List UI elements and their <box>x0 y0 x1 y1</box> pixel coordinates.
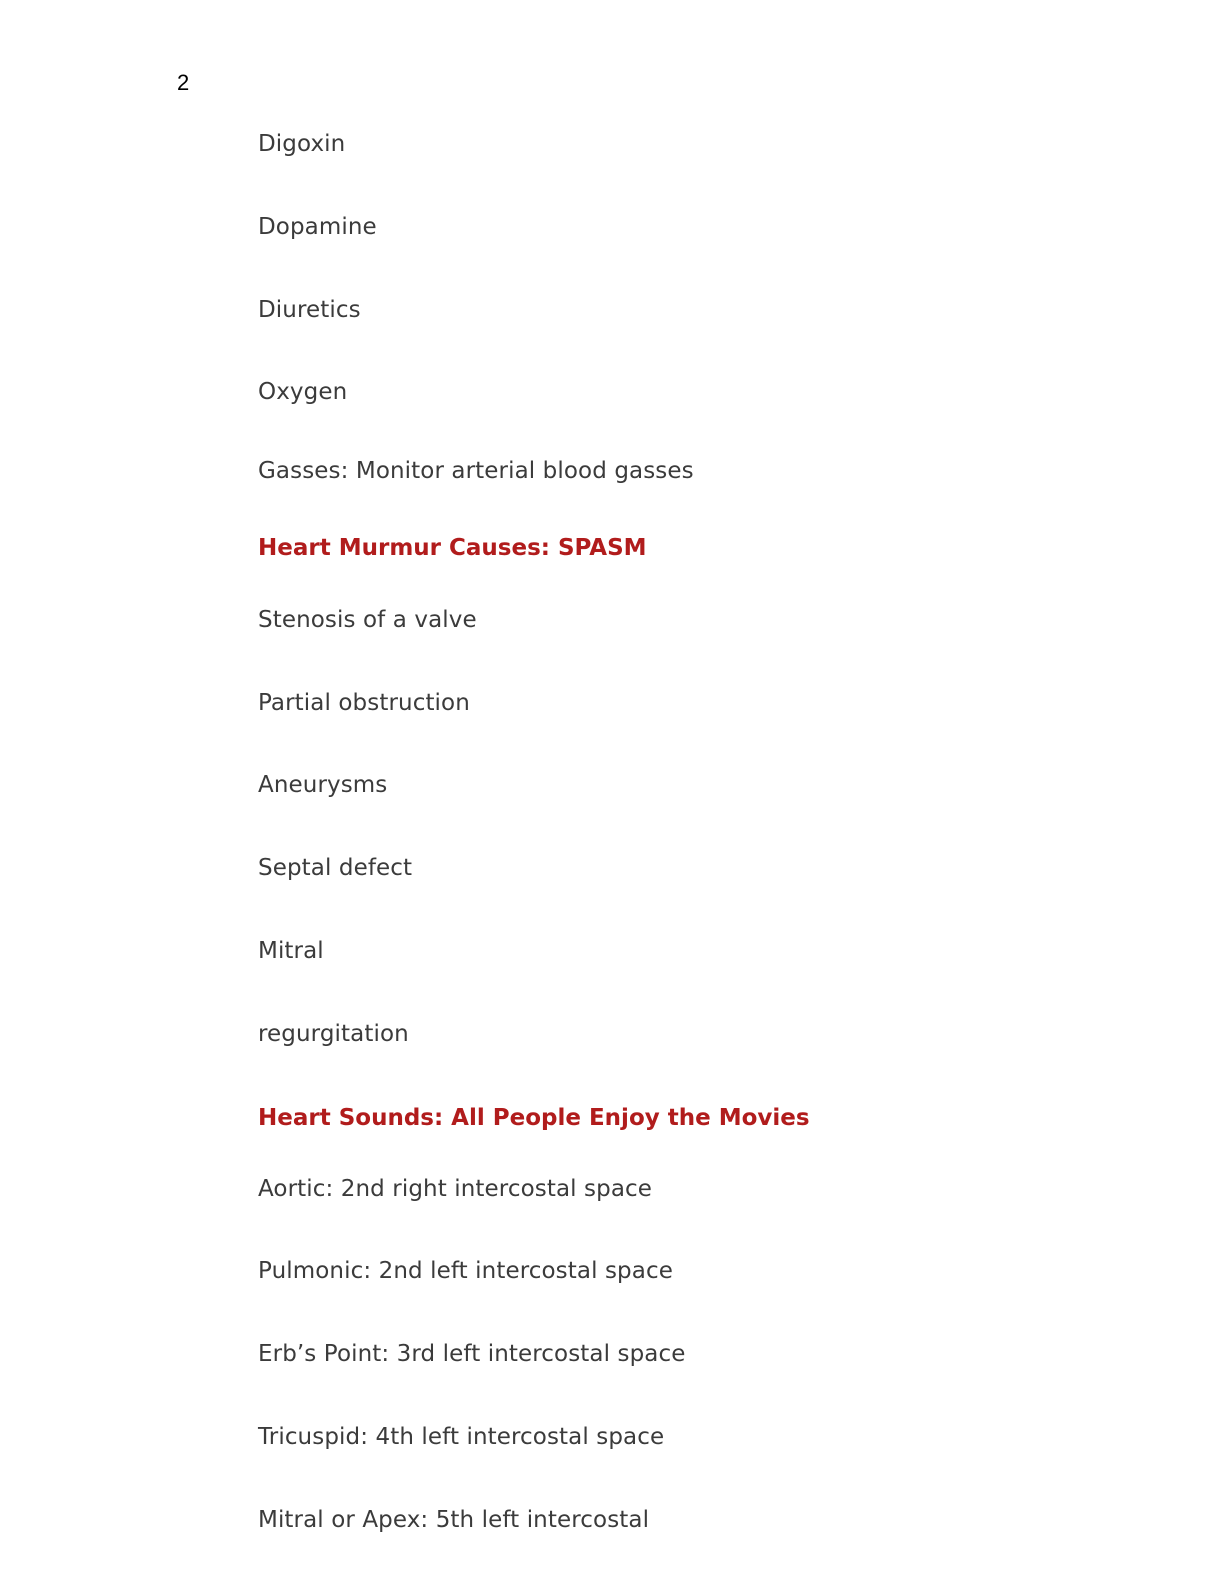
list-item: Aortic: 2nd right intercostal space <box>258 1176 653 1202</box>
list-item: Stenosis of a valve <box>258 607 477 633</box>
list-item: Gasses: Monitor arterial blood gasses <box>258 458 694 484</box>
list-item: Diuretics <box>258 297 361 323</box>
list-item: Digoxin <box>258 131 346 157</box>
list-item: Septal defect <box>258 855 413 881</box>
page-number: 2 <box>177 70 190 95</box>
list-item: Mitral <box>258 938 324 964</box>
list-item: Erb’s Point: 3rd left intercostal space <box>258 1341 686 1367</box>
list-item: Dopamine <box>258 214 377 240</box>
list-item: Tricuspid: 4th left intercostal space <box>258 1424 665 1450</box>
section-heading-murmur: Heart Murmur Causes: SPASM <box>258 535 647 561</box>
list-item: Mitral or Apex: 5th left intercostal <box>258 1507 650 1533</box>
list-item: regurgitation <box>258 1021 409 1047</box>
list-item: Pulmonic: 2nd left intercostal space <box>258 1258 673 1284</box>
list-item: Oxygen <box>258 379 348 405</box>
section-heading-heart-sounds: Heart Sounds: All People Enjoy the Movies <box>258 1105 810 1131</box>
list-item: Partial obstruction <box>258 690 470 716</box>
list-item: Aneurysms <box>258 772 388 798</box>
